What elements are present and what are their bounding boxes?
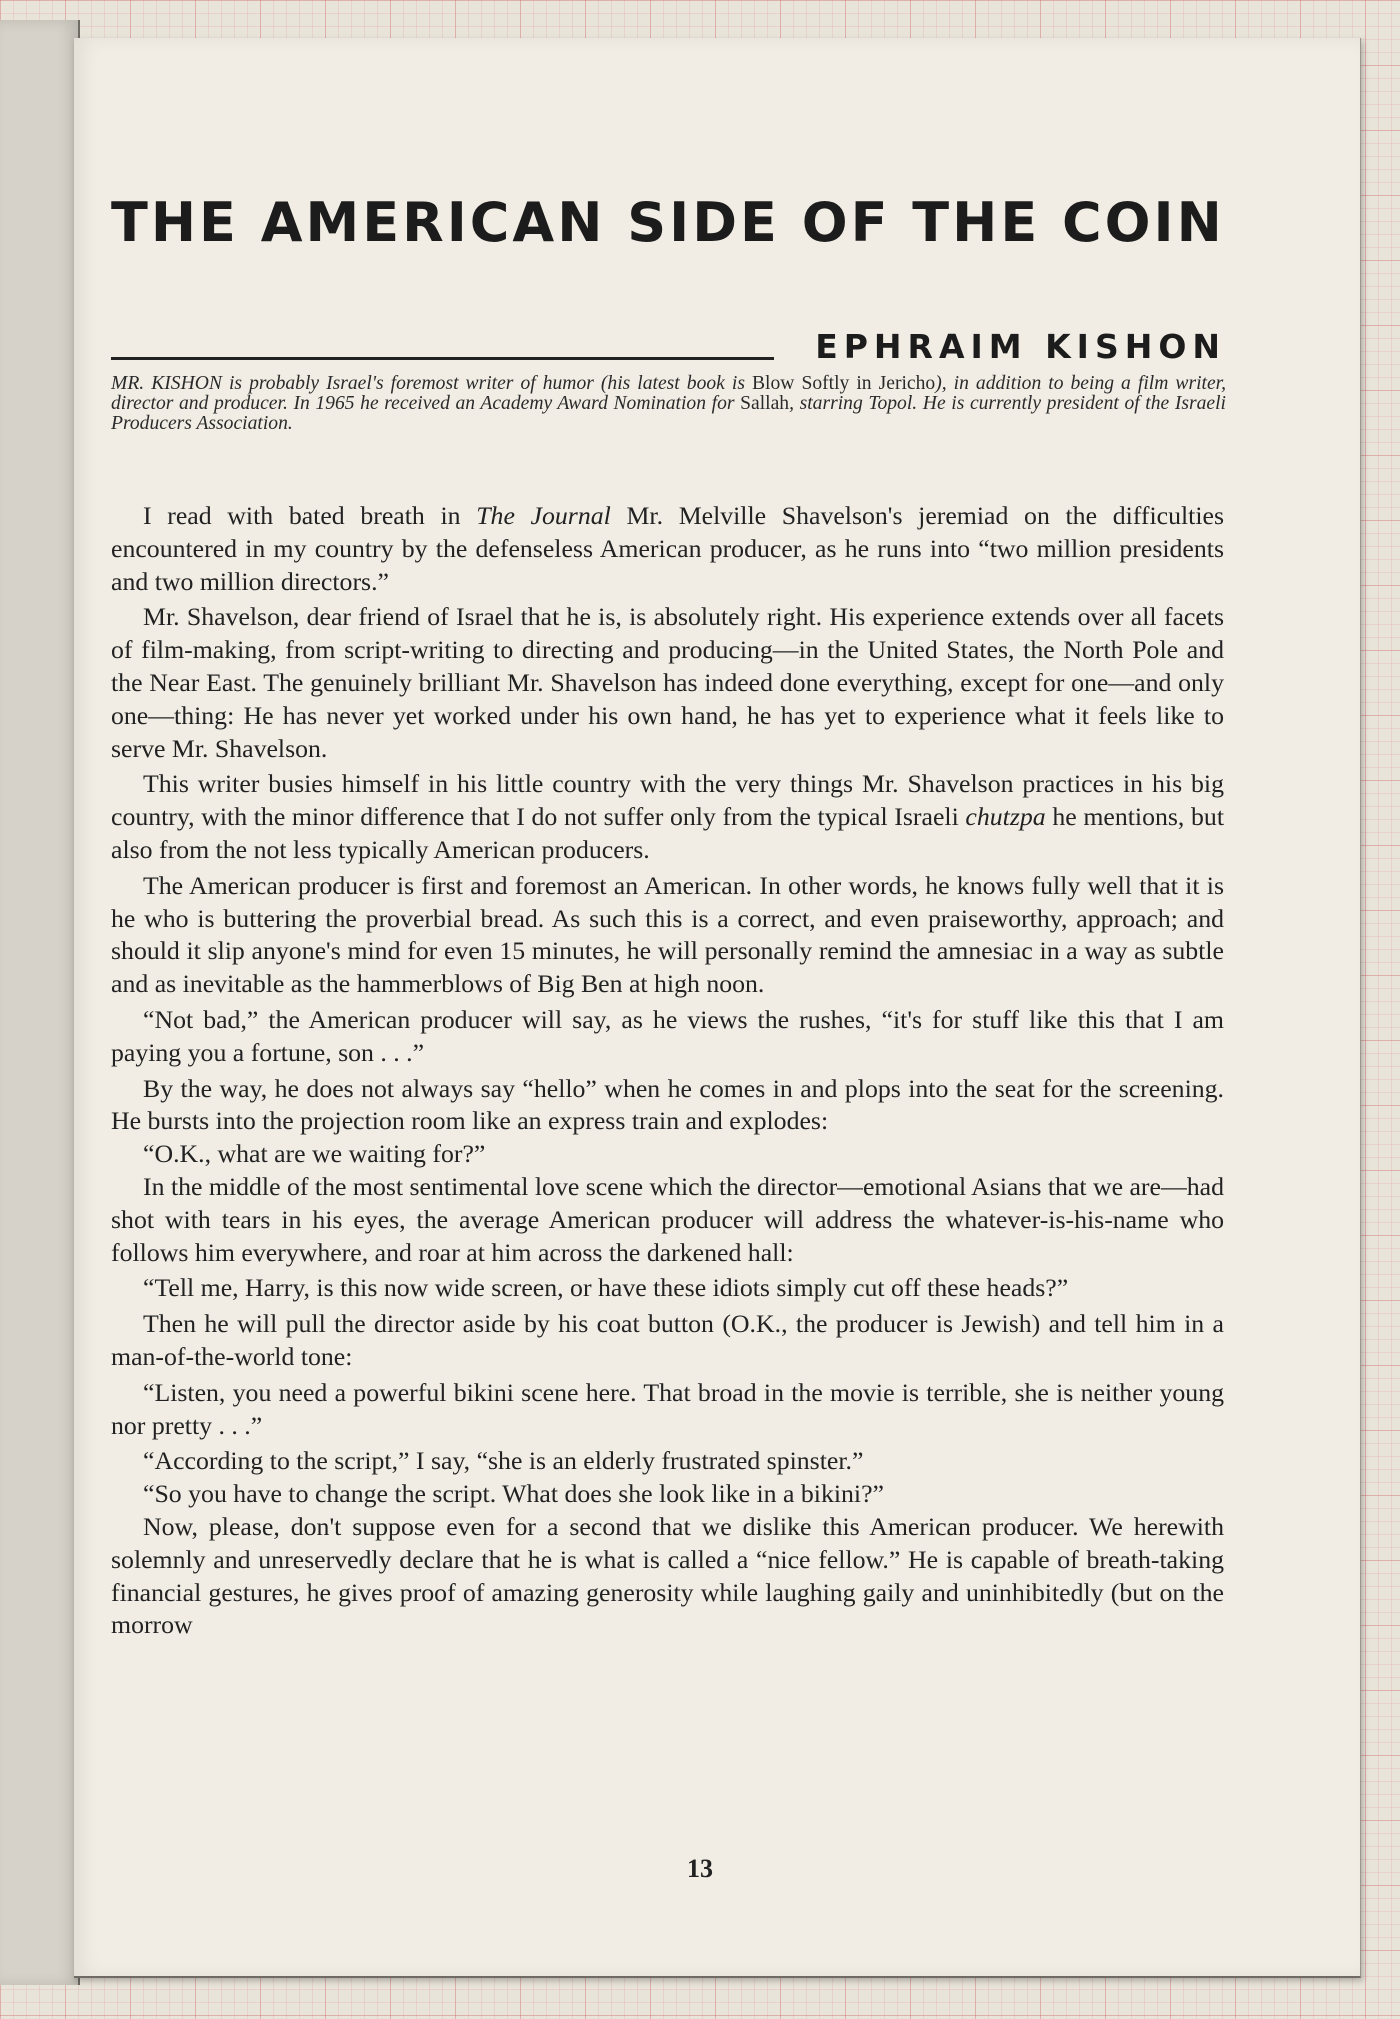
author-intro: [111, 374, 1226, 434]
author-byline: EPHRAIM KISHON: [815, 327, 1226, 366]
paragraph-12: “According to the script,” I say, “she is an elderly frustrated spinster.”: [143, 1446, 864, 1476]
previous-page-edge: [0, 20, 80, 1985]
chutzpa-term: chutzpa: [965, 802, 1046, 832]
journal-title: The Journal: [476, 501, 611, 530]
paragraph-13: “So you have to change the script. What does she look like in a bikini?”: [143, 1479, 884, 1509]
article-title: THE AMERICAN SIDE OF THE COIN: [111, 191, 1225, 254]
paragraph-11: “Listen, you need a powerful bikini scene here. That broad in the movie is terrible, she is neither young nor pretty . . .”: [111, 1377, 1224, 1440]
page-number: 13: [687, 1854, 713, 1883]
byline-row: [111, 313, 1226, 366]
intro-film-title: Sallah: [740, 393, 790, 414]
paragraph-8: In the middle of the most sentimental love scene which the director—emotional Asians that we are—had shot with tears in his eyes, the average American producer will address the whatever-is-his-name who follows him everywhere, and roar at him across the darkened hall:: [111, 1171, 1225, 1267]
paragraph-5: “Not bad,” the American producer will say, as he views the rushes, “it's for stuff like this that I am paying you a fortune, son . . .”: [111, 1004, 1224, 1067]
paragraph-4: The American producer is first and foremost an American. In other words, he knows fully well that it is he who is buttering the proverbial bread. As such this is a correct, and even praiseworthy, approach; and should it slip anyone's mind for even 15 minutes, he will personally remind the amnesiac in a way as subtle and as inevitable as the hammerblows of Big Ben at high noon.: [111, 870, 1224, 999]
paragraph-1-text-b: Mr. Melville Shavelson's jeremiad on the difficulties encountered in my country by the defenseless American producer, as he runs into “two million presidents and two million directors.”: [111, 501, 1224, 596]
paragraph-3: [111, 768, 1224, 866]
paragraph-10: Then he will pull the director aside by his coat button (O.K., the producer is Jewish) and tell him in a man-of-the-world tone:: [111, 1309, 1224, 1371]
paragraph-14: Now, please, don't suppose even for a second that we dislike this American producer. We herewith solemnly and unreservedly declare that he is what is called a “nice fellow.” He is capable of breath-taking financial gestures, he gives proof of amazing generosity while laughing gaily and uninhibitedly (but on the morrow: [111, 1511, 1224, 1640]
paragraph-3-text-b: he mentions, but also from the not less typically American producers.: [111, 802, 1224, 864]
paragraph-6: By the way, he does not always say “hello” when he comes in and plops into the seat for the screening. He bursts into the projection room like an express train and explodes:: [111, 1073, 1224, 1136]
paragraph-1-text-a: I read with bated breath in: [143, 501, 477, 530]
paragraph-3-text-a: This writer busies himself in his little country with the very things Mr. Shavelson practices in his big country, with the minor difference that I do not suffer only from the typical Israeli: [111, 769, 1224, 832]
paragraph-9: “Tell me, Harry, is this now wide screen, or have these idiots simply cut off these heads?”: [143, 1273, 1069, 1303]
intro-text-1: MR. KISHON is probably Israel's foremost writer of humor (his latest book is: [111, 373, 752, 394]
intro-text-3: , starring Topol. He is currently president of the Israeli Producers Association.: [111, 393, 1227, 434]
intro-book-title: Blow Softly in Jericho: [751, 373, 936, 394]
paragraph-2: Mr. Shavelson, dear friend of Israel that he is, is absolutely right. His experience extends over all facets of film-making, from script-writing to directing and producing—in the United States, the North Pole and the Near East. The genuinely brilliant Mr. Shavelson has indeed done everything, except for one—and only one—thing: He has never yet worked under his own hand, he has yet to experience what it feels like to serve Mr. Shavelson.: [111, 602, 1224, 763]
intro-text-2: ), in addition to being a film writer, director and producer. In 1965 he received an Academy Award Nomination for: [111, 373, 1227, 414]
byline-rule: [111, 357, 774, 360]
article-body: [111, 500, 1224, 1645]
paragraph-7: “O.K., what are we waiting for?”: [143, 1139, 486, 1169]
paragraph-1: [111, 500, 1224, 598]
